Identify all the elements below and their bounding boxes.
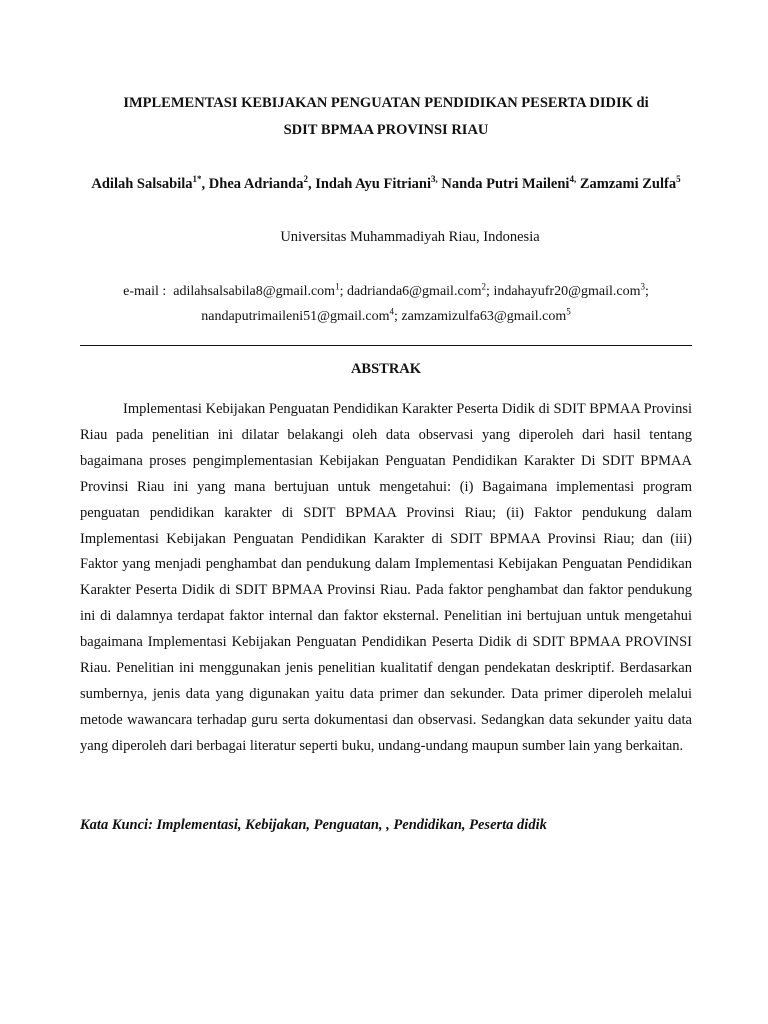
abstract-heading: ABSTRAK (350, 361, 422, 377)
affiliation: Universitas Muhammadiyah Riau, Indonesia (280, 229, 540, 245)
email-superscript: 4 (389, 306, 394, 317)
author-separator: , (201, 176, 209, 192)
author-name: Adilah Salsabila (91, 176, 193, 192)
email-address: indahayufr20@gmail.com (493, 284, 641, 299)
email-superscript: 2 (481, 281, 487, 292)
email-address: zamzamizulfa63@gmail.com (401, 309, 567, 324)
email-address: dadrianda6@gmail.com (346, 284, 482, 299)
author-superscript: 5 (676, 174, 681, 185)
author-superscript: 3, (431, 174, 438, 185)
email-superscript: 5 (566, 306, 571, 317)
email-separator: ; (486, 284, 494, 299)
email-separator: ; (339, 284, 347, 299)
email-address: adilahsalsabila8@gmail.com (173, 284, 336, 299)
author-separator: , (307, 176, 316, 192)
email-separator: ; (644, 284, 649, 299)
email-superscript: 1 (335, 281, 340, 292)
author-list (80, 171, 692, 198)
author-name: Indah Ayu Fitriani (315, 176, 431, 192)
author-superscript: 4, (569, 174, 577, 185)
title-line-2: SDIT BPMAA PROVINSI RIAU (283, 122, 489, 138)
author-name: Nanda Putri Maileni (441, 176, 570, 192)
author-superscript: 1* (192, 174, 202, 185)
author-name: Dhea Adrianda (208, 176, 304, 192)
abstract-body: Implementasi Kebijakan Penguatan Pendidikan Karakter Peserta Didik di SDIT BPMAA Provinsi Riau pada penelitian ini dilatar belakangi oleh data observasi yang diperoleh dari hasil tentang bagaimana proses pengimplementasian Kebijakan Penguatan Pendidikan Karakter Di SDIT BPMAA Provinsi Riau ini yang mana bertujuan untuk mengetahui: (i) Bagaimana implementasi program penguatan pendidikan karakter di SDIT BPMAA Provinsi Riau; (ii) Faktor pendukung dalam Implementasi Kebijakan Penguatan Pendidikan Karakter di SDIT BPMAA Provinsi Riau; dan (iii) Faktor yang menjadi penghambat dan pendukung dalam Implementasi Kebijakan Penguatan Pendidikan Karakter Peserta Didik di SDIT BPMAA Provinsi Riau. Pada faktor penghambat dan faktor pendukung ini di dalamnya terdapat faktor internal dan faktor eksternal. Penelitian ini bertujuan untuk mengetahui bagaimana Implementasi Kebijakan Penguatan Pendidikan Peserta Didik di SDIT BPMAA PROVINSI Riau. Penelitian ini menggunakan jenis penelitian kualitatif dengan pendekatan deskriptif. Berdasarkan sumbernya, jenis data yang digunakan yaitu data primer dan sekunder. Data primer diperoleh melalui metode wawancara terhadap guru serta dokumentasi dan observasi. Sedangkan data sekunder yaitu data yang diperoleh dari berbagai literatur seperti buku, undang-undang maupun sumber lain yang berkaitan. (80, 401, 692, 754)
horizontal-rule (80, 345, 692, 346)
paper-title (80, 90, 692, 144)
author-name: Zamzami Zulfa (579, 176, 677, 192)
keywords-line: Kata Kunci: Implementasi, Kebijakan, Penguatan, , Pendidikan, Peserta didik (80, 817, 547, 833)
email-separator: ; (393, 309, 402, 324)
email-superscript: 3 (640, 281, 645, 292)
email-label: e-mail : (123, 284, 167, 299)
author-superscript: 2 (303, 174, 308, 185)
title-line-1: IMPLEMENTASI KEBIJAKAN PENGUATAN PENDIDIKAN PESERTA DIDIK di (123, 95, 649, 111)
email-address: nandaputrimaileni51@gmail.com (201, 309, 390, 324)
email-block (80, 279, 692, 329)
